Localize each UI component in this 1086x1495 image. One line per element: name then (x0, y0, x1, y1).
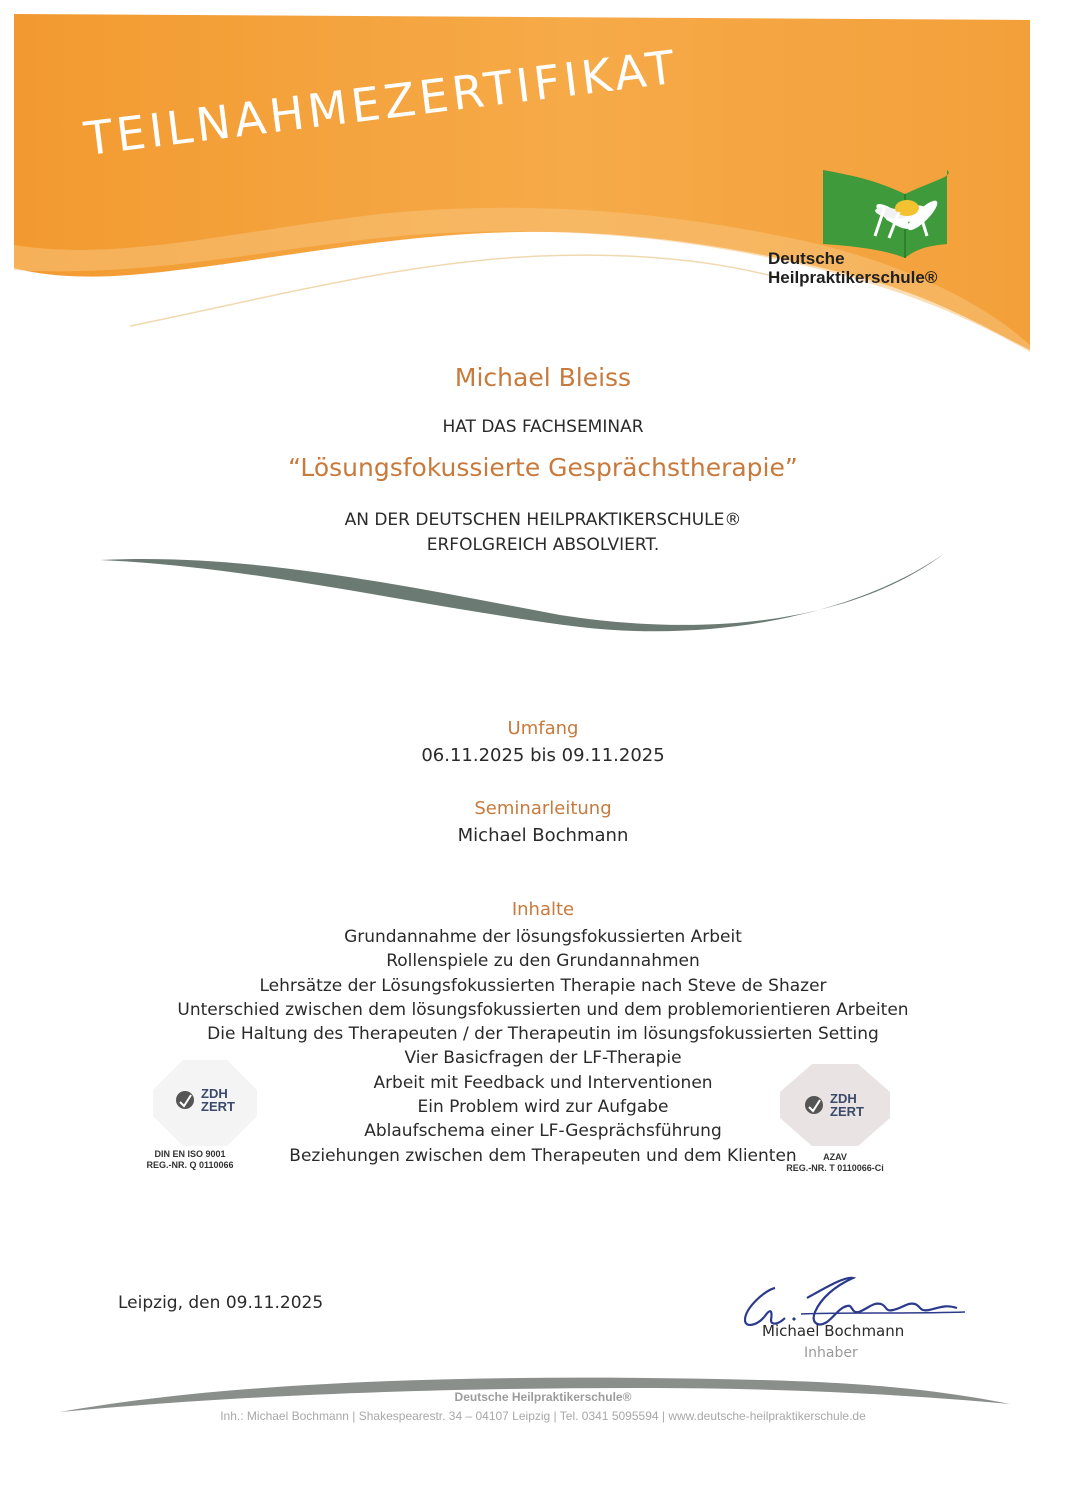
participant-name: Michael Bleiss (454, 363, 632, 392)
signer-role: Inhaber (804, 1345, 858, 1361)
lead-label: Seminarleitung (474, 798, 612, 819)
contents-item: Beziehungen zwischen dem Therapeuten und dem Klienten (289, 1145, 797, 1166)
iso-certification-badge (140, 1058, 270, 1171)
badge-brand2: ZERT (201, 1099, 235, 1114)
logo-line1: Deutsche (768, 249, 845, 268)
contents-item: Die Haltung des Therapeuten / der Therapeutin im lösungsfokussierten Setting (207, 1024, 879, 1045)
azav-badge-line2: REG.-NR. T 0110066-Ci (786, 1163, 884, 1173)
contents-item: Rollenspiele zu den Grundannahmen (386, 951, 700, 972)
zdh-zert-azav-seal-icon (770, 1062, 900, 1147)
badge-brand2: ZERT (830, 1104, 864, 1119)
contents-item: Arbeit mit Feedback und Interventionen (373, 1072, 713, 1093)
contents-item: Grundannahme der lösungsfokussierten Arbeit (344, 927, 742, 947)
school-line: AN DER DEUTSCHEN HEILPRAKTIKERSCHULE® (344, 510, 742, 530)
iso-badge-line1: DIN EN ISO 9001 (154, 1149, 226, 1159)
contents-item: Unterschied zwischen dem lösungsfokussierten und dem problemorientieren Arbeiten (177, 999, 909, 1020)
contents-item: Lehrsätze der Lösungsfokussierten Therapie nach Steve de Shazer (259, 975, 827, 996)
scope-label: Umfang (507, 718, 579, 739)
footer-org: Deutsche Heilpraktikerschule® (454, 1390, 632, 1404)
zdh-zert-seal-icon (145, 1058, 265, 1148)
contents-item: Vier Basicfragen der LF-Therapie (404, 1048, 682, 1069)
iso-badge-line2: REG.-NR. Q 0110066 (146, 1160, 234, 1170)
lead-value: Michael Bochmann (457, 825, 629, 846)
decorative-swoosh (0, 545, 1086, 665)
intro-line: HAT DAS FACHSEMINAR (442, 417, 644, 437)
contents-label: Inhalte (511, 899, 575, 920)
completed-line: ERFOLGREICH ABSOLVIERT. (426, 535, 660, 555)
seminar-title: “Lösungsfokussierte Gesprächstherapie” (288, 453, 798, 482)
badge-brand1: ZDH (201, 1086, 228, 1101)
logo-line2: Heilpraktikerschule® (768, 268, 938, 287)
contents-item: Ein Problem wird zur Aufgabe (417, 1097, 669, 1118)
azav-certification-badge (770, 1062, 900, 1174)
azav-badge-line1: AZAV (823, 1152, 847, 1162)
place-and-date: Leipzig, den 09.11.2025 (118, 1293, 324, 1313)
footer-contact: Inh.: Michael Bochmann | Shakespearestr. 34 – 04107 Leipzig | Tel. 0341 5095594 | www.deutsche-heilpraktikerschule.de (220, 1409, 866, 1423)
badge-brand1: ZDH (830, 1091, 857, 1106)
scope-value: 06.11.2025 bis 09.11.2025 (421, 745, 665, 766)
contents-item: Ablaufschema einer LF-Gesprächsführung (364, 1121, 722, 1142)
school-logo-text (768, 249, 978, 287)
signer-name: Michael Bochmann (762, 1322, 905, 1340)
certificate-title: TEILNAHMEZERTIFIKAT (81, 39, 682, 167)
